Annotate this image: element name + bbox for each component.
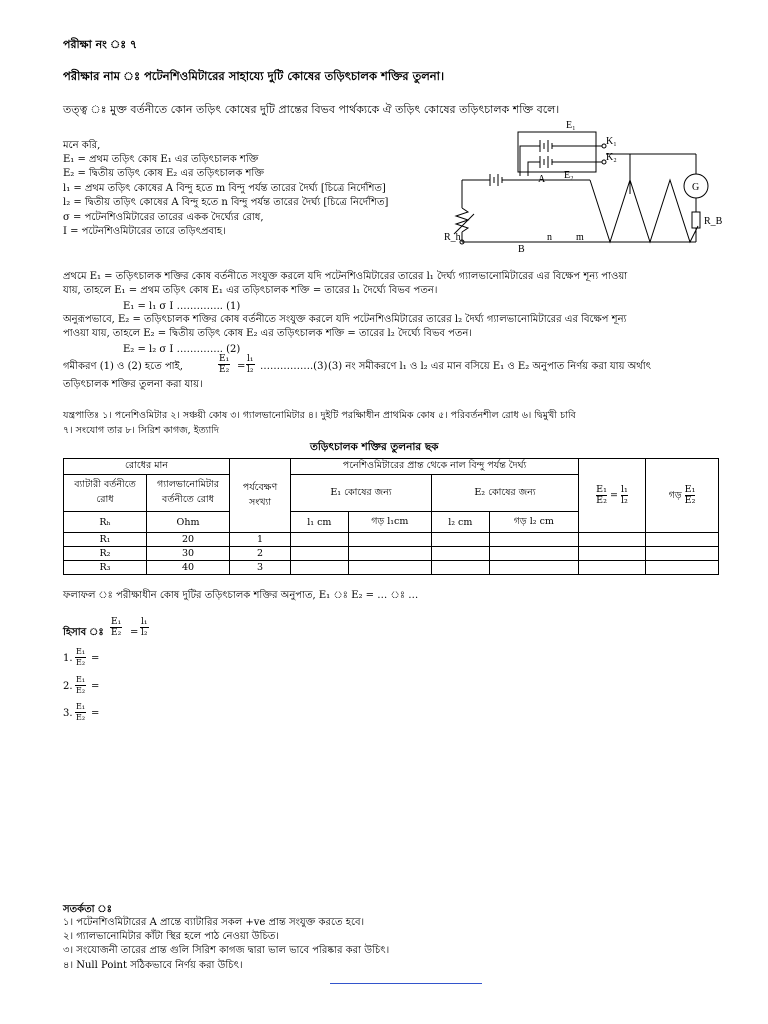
label-E2: E₂: [564, 170, 574, 181]
equation-1: E₁ = l₁ σ I ………….. (1): [123, 301, 241, 312]
calc-item-2-ratio: $\frac{\text{E₁}}{\text{E₂}}$: [76, 675, 86, 695]
cell-empty: [348, 561, 431, 575]
cell-obs: 1: [230, 533, 291, 547]
cell-resistor: R₁: [64, 533, 147, 547]
caution-item: ৩। সংযোজনী তারের প্রান্ত গুলি সিরিশ কাগজ দ্বারা ভাল ভাবে পরিষ্কার করা উচিৎ।: [63, 945, 390, 956]
label-n: n: [547, 232, 552, 243]
label-B: B: [518, 244, 525, 255]
header-l2: l₂ cm: [431, 512, 489, 533]
cell-empty: [431, 547, 489, 561]
result: ফলাফল ঃ পরীক্ষাধীন কোষ দুটির তড়িৎচালক শক্তির অনুপাত, E₁ ঃ E₂ = … ঃ …: [63, 590, 419, 601]
equation-3: …………….(3): [260, 361, 328, 372]
header-e1-cell: E₁ কোষের জন্য: [291, 475, 432, 512]
calc-item-2-equals: =: [91, 681, 100, 692]
defs-intro: মনে করি,: [63, 140, 101, 151]
cell-empty: [579, 533, 646, 547]
table-caption: তড়িৎচালক শক্তির তুলনার ছক: [310, 441, 439, 453]
derivation-p3-pre: গমীকরণ (1) ও (2) হতে পাই,: [63, 361, 183, 372]
label-K1: K₁: [606, 136, 617, 147]
cell-empty: [646, 561, 719, 575]
apparatus-line-2: ৭। সংযোগ তার ৮। সিরিশ কাগজ, ইত্যাদি: [63, 425, 219, 436]
derivation-p3-post: (3) নং সমীকরণে l₁ ও l₂ এর মান বসিয়ে E₁ ও E₂ অনুপাত নির্ণয় করা যায় অর্থাৎ: [328, 361, 652, 372]
header-e2-cell: E₂ কোষের জন্য: [431, 475, 578, 512]
calc-ratio-l: $\frac{\text{l₁}}{\text{l₂}}$: [141, 617, 148, 638]
calc-item-1-ratio: $\frac{\text{E₁}}{\text{E₂}}$: [76, 647, 86, 667]
label-G: G: [692, 182, 700, 193]
cell-empty: [579, 547, 646, 561]
experiment-title: পরীক্ষার নাম ঃ পটেনশিওমিটারের সাহায্যে দুটি কোষের তড়িৎচালক শক্তির তুলনা।: [63, 69, 445, 83]
cell-obs: 3: [230, 561, 291, 575]
header-observation-count: পর্যবেক্ষণ সংখ্যা: [230, 459, 291, 533]
caution-item: ১। পটেনশিওমিটারের A প্রান্তে ব্যাটারির সকল +ve প্রান্ত সংযুক্ত করতে হবে।: [63, 917, 365, 928]
derivation-p1a: প্রথমে E₁ = তড়িৎচালক শক্তির কোষ বর্তনীতে সংযুক্ত করলে যদি পটেনশিওমিটারের তারের l₁ দৈর্ঘ্য গ্যালভানোমিটারের এর বিক্ষেপ শূন্য পাওয়া: [63, 271, 628, 282]
equation-2: E₂ = l₂ σ I ………….. (2): [123, 344, 241, 355]
calc-item-2: 2.: [63, 681, 73, 692]
cell-ohm: 30: [147, 547, 230, 561]
cell-empty: [489, 561, 578, 575]
cell-ohm: 40: [147, 561, 230, 575]
cell-empty: [646, 547, 719, 561]
label-m: m: [576, 232, 584, 243]
cell-ohm: 20: [147, 533, 230, 547]
header-ohm: Ohm: [147, 512, 230, 533]
def-line: I = পটেনশিওমিটারের তারে তড়িৎপ্রবাহ।: [63, 226, 226, 237]
circuit-diagram: [440, 116, 730, 256]
label-A: A: [538, 174, 546, 185]
def-line: l₂ = দ্বিতীয় তড়িৎ কোষের A বিন্দু হতে n বিন্দু পর্যন্ত তারের দৈর্ঘ্য [চিত্রে নির্দেশিত]: [63, 197, 389, 208]
cell-empty: [348, 533, 431, 547]
calc-item-3-equals: =: [91, 708, 100, 719]
equals-sign: =: [237, 361, 246, 372]
cell-empty: [291, 533, 349, 547]
calc-equals: =: [130, 627, 139, 638]
def-line: E₂ = দ্বিতীয় তড়িৎ কোষ E₂ এর তড়িৎচালক শক্তি: [63, 168, 264, 179]
cell-empty: [646, 533, 719, 547]
observation-table: [63, 458, 719, 575]
header-length: পনেশিওমিটারের প্রান্ত থেকে নাল বিন্দু পর্যন্ত দৈর্ঘ্য: [291, 459, 579, 475]
header-rh: Rₕ: [64, 512, 147, 533]
cell-empty: [489, 533, 578, 547]
header-avg-l2: গড় l₂ cm: [489, 512, 578, 533]
table-row: [64, 561, 719, 575]
cell-empty: [431, 561, 489, 575]
cell-empty: [291, 547, 349, 561]
derivation-p3-end: তড়িৎচালক শক্তির তুলনা করা যায়।: [63, 379, 203, 390]
cell-resistor: R₂: [64, 547, 147, 561]
def-line: l₁ = প্রথম তড়িৎ কোষের A বিন্দু হতে m বিন্দু পর্যন্ত তারের দৈর্ঘ্য [চিত্রে নির্দেশিত]: [63, 183, 386, 194]
calc-item-3: 3.: [63, 708, 73, 719]
cell-empty: [431, 533, 489, 547]
ratio-l: $\frac{\text{l₁}}{\text{l₂}}$: [247, 354, 254, 375]
cell-empty: [579, 561, 646, 575]
cell-empty: [348, 547, 431, 561]
footer-link-line[interactable]: [330, 983, 482, 984]
def-line: σ = পটেনশিওমিটারের তারের একক দৈর্ঘ্যের রোধ,: [63, 212, 264, 223]
cell-empty: [291, 561, 349, 575]
cell-resistor: R₃: [64, 561, 147, 575]
ratio-e: $\frac{\text{E₁}}{\text{E₂}}$: [219, 354, 230, 375]
label-RB: R_B: [704, 216, 723, 227]
header-avg-l1: গড় l₁cm: [348, 512, 431, 533]
label-K2: K₂: [606, 152, 617, 163]
header-battery-resistance: ব্যাটারী বর্তনীতে রোধ: [64, 475, 147, 512]
header-resistance: রোধের মান: [64, 459, 230, 475]
derivation-p2a: অনুরূপভাবে, E₂ = তড়িৎচালক শক্তির কোষ বর্তনীতে সংযুক্ত করলে যদি পটেনশিওমিটারের তারের l₂ দৈর্ঘ্য গ্যালভানোমিটারের এর বিক্ষেপ শূন্য: [63, 314, 627, 325]
def-line: E₁ = প্রথম তড়িৎ কোষ E₁ এর তড়িৎচালক শক্তি: [63, 154, 259, 165]
label-Rh: R_h: [444, 232, 461, 243]
cell-obs: 2: [230, 547, 291, 561]
calc-item-1: 1.: [63, 653, 73, 664]
experiment-number: পরীক্ষা নং ঃ ৭: [63, 38, 138, 51]
derivation-p1b: যায়, তাহলে E₁ = প্রথম তড়িৎ কোষ E₁ এর তড়িৎচালক শক্তি = তারের l₁ দৈর্ঘ্যে বিভব পতন।: [63, 285, 438, 296]
apparatus-line-1: যন্ত্রপাতিঃ ১। পনেশিওমিটার ২। সঞ্চয়ী কোষ ৩। গ্যালভানোমিটার ৪। দুইটি পরক্ষিাধীন প্রাথমিক কোষ ৫। পরিবর্তনশীল রোধ ৬। দ্বিমুখী চাবি: [63, 410, 576, 421]
table-row: [64, 547, 719, 561]
caution-item: ৪। Null Point সঠিকভাবে নির্ণয় করা উচিৎ।: [63, 960, 243, 971]
cell-empty: [489, 547, 578, 561]
calc-ratio-e: $\frac{\text{E₁}}{\text{E₂}}$: [111, 617, 122, 638]
caution-title: সতর্কতা ঃ: [63, 904, 112, 915]
calc-item-1-equals: =: [91, 653, 100, 664]
header-ratio: $\frac{\text{E₁}}{\text{E₂}}$ = $\frac{\text{l₁}}{\text{l₂}}$: [579, 459, 646, 533]
caution-item: ২। গ্যালভানোমিটার কাঁটা স্থির হলে পাঠ নেওয়া উচিত।: [63, 931, 279, 942]
theory: তত্ত্ব ঃ মুক্ত বর্তনীতে কোন তড়িৎ কোষের দুটি প্রান্তের বিভব পার্থক্যকে ঐ তড়িৎ কোষের তড়িৎচালক শক্তি বলে।: [63, 103, 560, 116]
calc-label: হিসাব ঃ: [63, 627, 104, 638]
header-average-ratio: গড় $\frac{\text{E₁}}{\text{E₂}}$: [646, 459, 719, 533]
calc-item-3-ratio: $\frac{\text{E₁}}{\text{E₂}}$: [76, 702, 86, 722]
header-galv-resistance: গ্যালভানোমিটার বর্তনীতে রোধ: [147, 475, 230, 512]
table-row: [64, 533, 719, 547]
derivation-p2b: পাওয়া যায়, তাহলে E₂ = দ্বিতীয় তড়িৎ কোষ E₂ এর তড়িৎচালক শক্তি = তারের l₂ দৈর্ঘ্যে বিভব পতন।: [63, 328, 472, 339]
header-l1: l₁ cm: [291, 512, 349, 533]
label-E1: E₁: [566, 120, 576, 131]
